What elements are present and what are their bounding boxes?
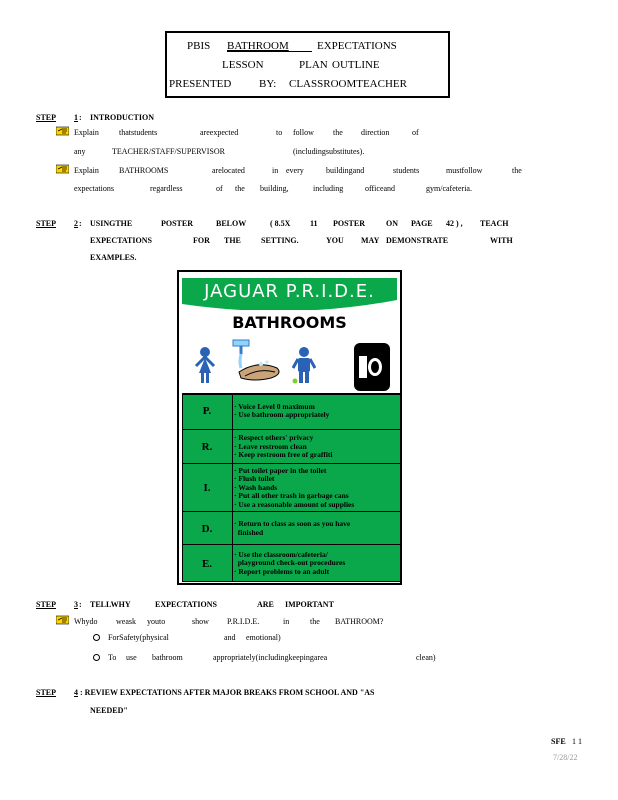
step1-colon: : <box>79 113 82 122</box>
step2-line3: EXAMPLES. <box>90 253 137 262</box>
step3-colon: : <box>79 600 82 609</box>
title-outline: OUTLINE <box>332 59 380 71</box>
pride-row-p: P. · Voice Level 0 maximum · Use bathroom appropriately <box>182 394 401 427</box>
poster-subtitle: BATHROOMS <box>232 313 347 332</box>
title-by: BY: <box>259 78 277 90</box>
step3-label: STEP 3 <box>36 600 79 609</box>
footer-page: 1 1 <box>572 737 582 746</box>
poster-title: JAGUAR P.R.I.D.E. <box>204 281 375 302</box>
title-classroomteacher: CLASSROOMTEACHER <box>289 78 407 90</box>
title-bathroom: BATHROOM <box>227 40 289 52</box>
step1-label: STEP 1 <box>36 113 79 122</box>
sub-bullet-circle <box>93 634 100 641</box>
sub-bullet-circle <box>93 654 100 661</box>
title-plan: PLAN <box>299 59 328 71</box>
step2-label: STEP 2 <box>36 219 79 228</box>
girl-icon <box>193 346 217 384</box>
poster-title-banner <box>182 278 397 310</box>
jaguar-pride-poster <box>177 270 402 585</box>
pointing-hand-bullet-icon <box>56 126 69 136</box>
boy-icon <box>292 346 316 384</box>
step4-line2: NEEDED" <box>90 706 128 715</box>
footer-code: SFE <box>551 737 566 746</box>
footer-date: 7/28/22 <box>553 753 578 762</box>
pointing-hand-bullet-icon <box>56 164 69 174</box>
step4-label: STEP 4 <box>36 688 79 697</box>
voice-level-zero-icon <box>353 342 391 392</box>
pointing-hand-bullet-icon <box>56 615 69 625</box>
title-presented: PRESENTED <box>169 78 232 90</box>
title-expectations: EXPECTATIONS <box>317 40 397 52</box>
step2-colon: : <box>79 219 82 228</box>
title-box <box>165 31 450 98</box>
pride-row-e: E. · Use the classroom/cafeteria/ playground check-out procedures · Report problems to an adult <box>182 544 401 582</box>
step4-line1: : REVIEW EXPECTATIONS AFTER MAJOR BREAKS FROM SCHOOL AND "AS <box>80 688 375 697</box>
pride-row-d: D. · Return to class as soon as you have finished <box>182 511 401 545</box>
title-bathroom-underline <box>227 37 312 52</box>
pride-row-r: R. · Respect others' privacy · Leave restroom clean · Keep restroom free of graffiti <box>182 429 401 464</box>
hand-washing-icon <box>231 338 289 388</box>
title-pbis: PBIS <box>187 40 211 52</box>
title-lesson: LESSON <box>222 59 264 71</box>
pride-row-i: I. · Put toilet paper in the toilet · Flush toilet · Wash hands · Put all other trash in garbage cans · Use a reasonable amount of supplies <box>182 463 401 512</box>
step1-heading: INTRODUCTION <box>90 113 155 122</box>
